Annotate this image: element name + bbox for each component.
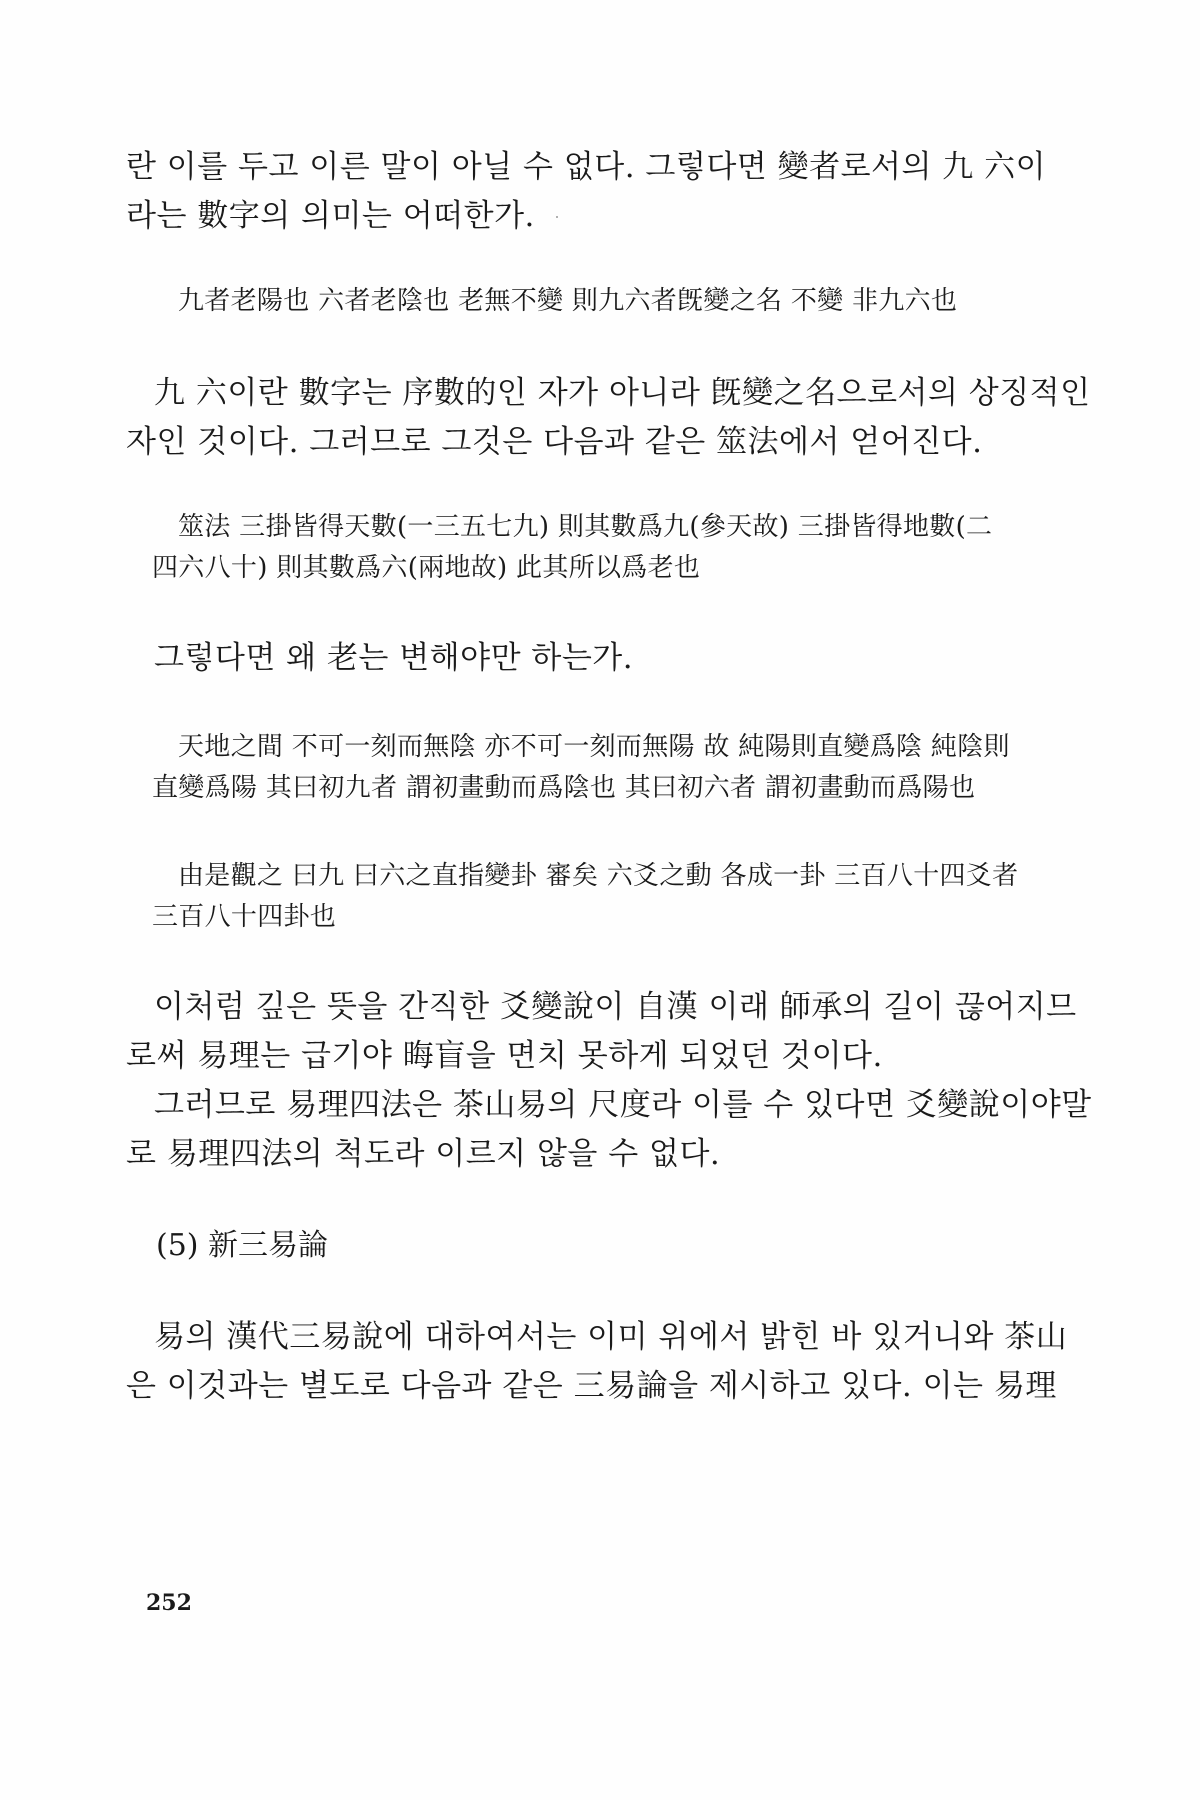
scan-speck: [556, 216, 558, 218]
quote-line: 天地之間 不可一刻而無陰 亦不可一刻而無陽 故 純陽則直變爲陰 純陰則: [178, 732, 1010, 762]
body-line: 로써 易理는 급기야 晦盲을 면치 못하게 되었던 것이다.: [126, 1038, 883, 1074]
quote-line: 四六八十) 則其數爲六(兩地故) 此其所以爲老也: [152, 553, 701, 583]
quote-line: 直變爲陽 其曰初九者 謂初畫動而爲陰也 其曰初六者 謂初畫動而爲陽也: [152, 773, 976, 803]
body-line: 그러므로 易理四法은 茶山易의 尺度라 이를 수 있다면 爻變說이야말: [154, 1087, 1092, 1123]
body-line: 자인 것이다. 그러므로 그것은 다음과 같은 筮法에서 얻어진다.: [126, 424, 983, 460]
body-line: 이처럼 깊은 뜻을 간직한 爻變說이 自漢 이래 師承의 길이 끊어지므: [154, 989, 1077, 1025]
body-line: 九 六이란 數字는 序數的인 자가 아니라 旣變之名으로서의 상징적인: [154, 375, 1091, 411]
body-line: 은 이것과는 별도로 다음과 같은 三易論을 제시하고 있다. 이는 易理: [126, 1368, 1057, 1404]
quote-line: 筮法 三掛皆得天數(一三五七九) 則其數爲九(參天故) 三掛皆得地數(二: [178, 512, 993, 542]
section-heading: (5) 新三易論: [156, 1228, 329, 1263]
quote-line: 由是觀之 曰九 曰六之直指變卦 審矣 六爻之動 各成一卦 三百八十四爻者: [178, 861, 1019, 891]
body-line: 란 이를 두고 이른 말이 아닐 수 없다. 그렇다면 變者로서의 九 六이: [126, 149, 1047, 185]
quote-line: 九者老陽也 六者老陰也 老無不變 則九六者旣變之名 不變 非九六也: [178, 286, 958, 316]
body-line: 라는 數字의 의미는 어떠한가.: [126, 198, 535, 234]
quote-line: 三百八十四卦也: [152, 902, 337, 932]
body-line: 그렇다면 왜 老는 변해야만 하는가.: [154, 640, 634, 676]
page-number: 252: [146, 1590, 192, 1616]
body-line: 로 易理四法의 척도라 이르지 않을 수 없다.: [126, 1136, 721, 1172]
body-line: 易의 漢代三易說에 대하여서는 이미 위에서 밝힌 바 있거니와 茶山: [154, 1319, 1068, 1355]
